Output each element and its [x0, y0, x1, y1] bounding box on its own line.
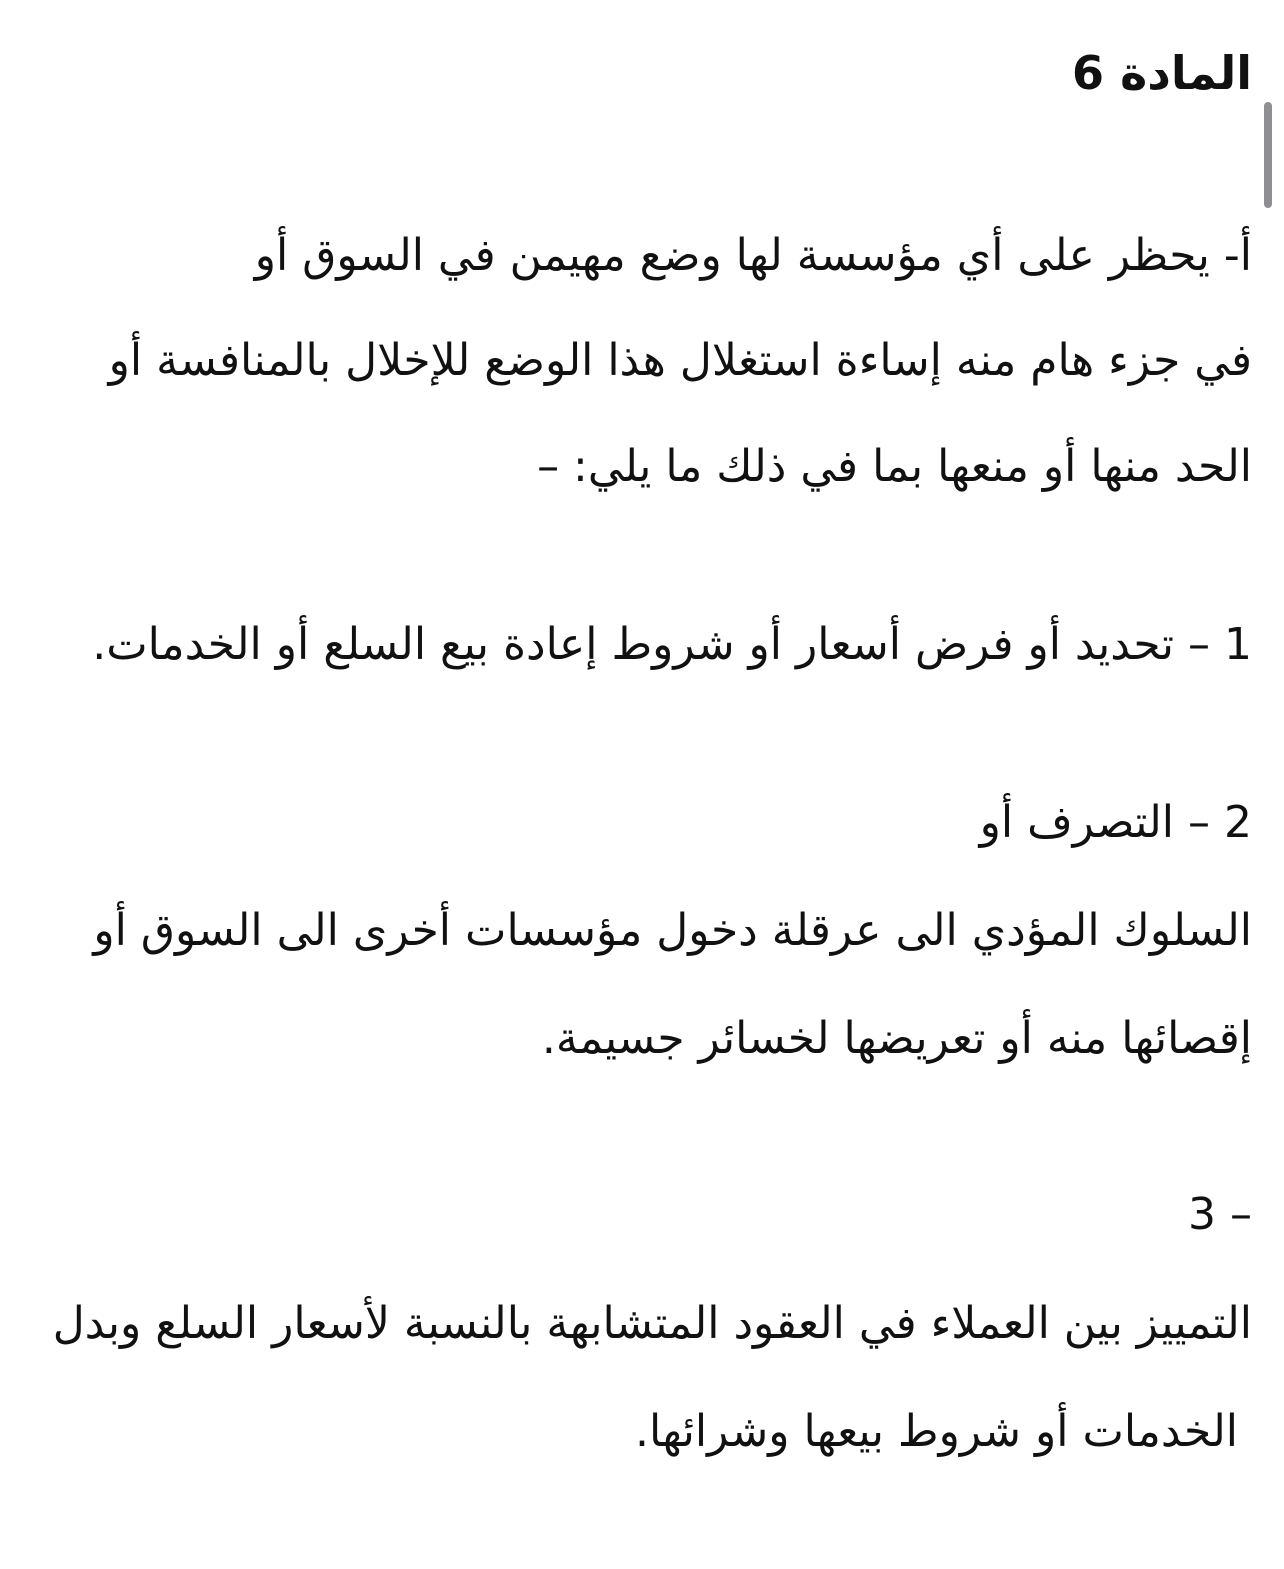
list-item-2-line: السلوك المؤدي الى عرقلة دخول مؤسسات أخرى الى السوق أو — [93, 905, 1252, 956]
paragraph-line: الحد منها أو منعها بما في ذلك ما يلي: – — [537, 441, 1252, 492]
list-item-3-line: الخدمات أو شروط بيعها وشرائها. — [634, 1406, 1238, 1457]
list-item-3-line: التمييز بين العملاء في العقود المتشابهة بالنسبة لأسعار السلع وبدل — [52, 1298, 1252, 1349]
article-title: المادة 6 — [1072, 46, 1252, 100]
scrollbar[interactable] — [1264, 102, 1272, 208]
paragraph-line: في جزء هام منه إساءة استغلال هذا الوضع للإخلال بالمنافسة أو — [108, 335, 1252, 386]
list-item-2-heading: 2 – التصرف أو — [979, 797, 1252, 848]
list-item-1: 1 – تحديد أو فرض أسعار أو شروط إعادة بيع السلع أو الخدمات. — [92, 619, 1252, 670]
paragraph-line: أ- يحظر على أي مؤسسة لها وضع مهيمن في السوق أو — [254, 230, 1252, 281]
list-item-2-line: إقصائها منه أو تعريضها لخسائر جسيمة. — [541, 1013, 1252, 1064]
list-item-3-heading: 3 – — [1188, 1189, 1252, 1240]
